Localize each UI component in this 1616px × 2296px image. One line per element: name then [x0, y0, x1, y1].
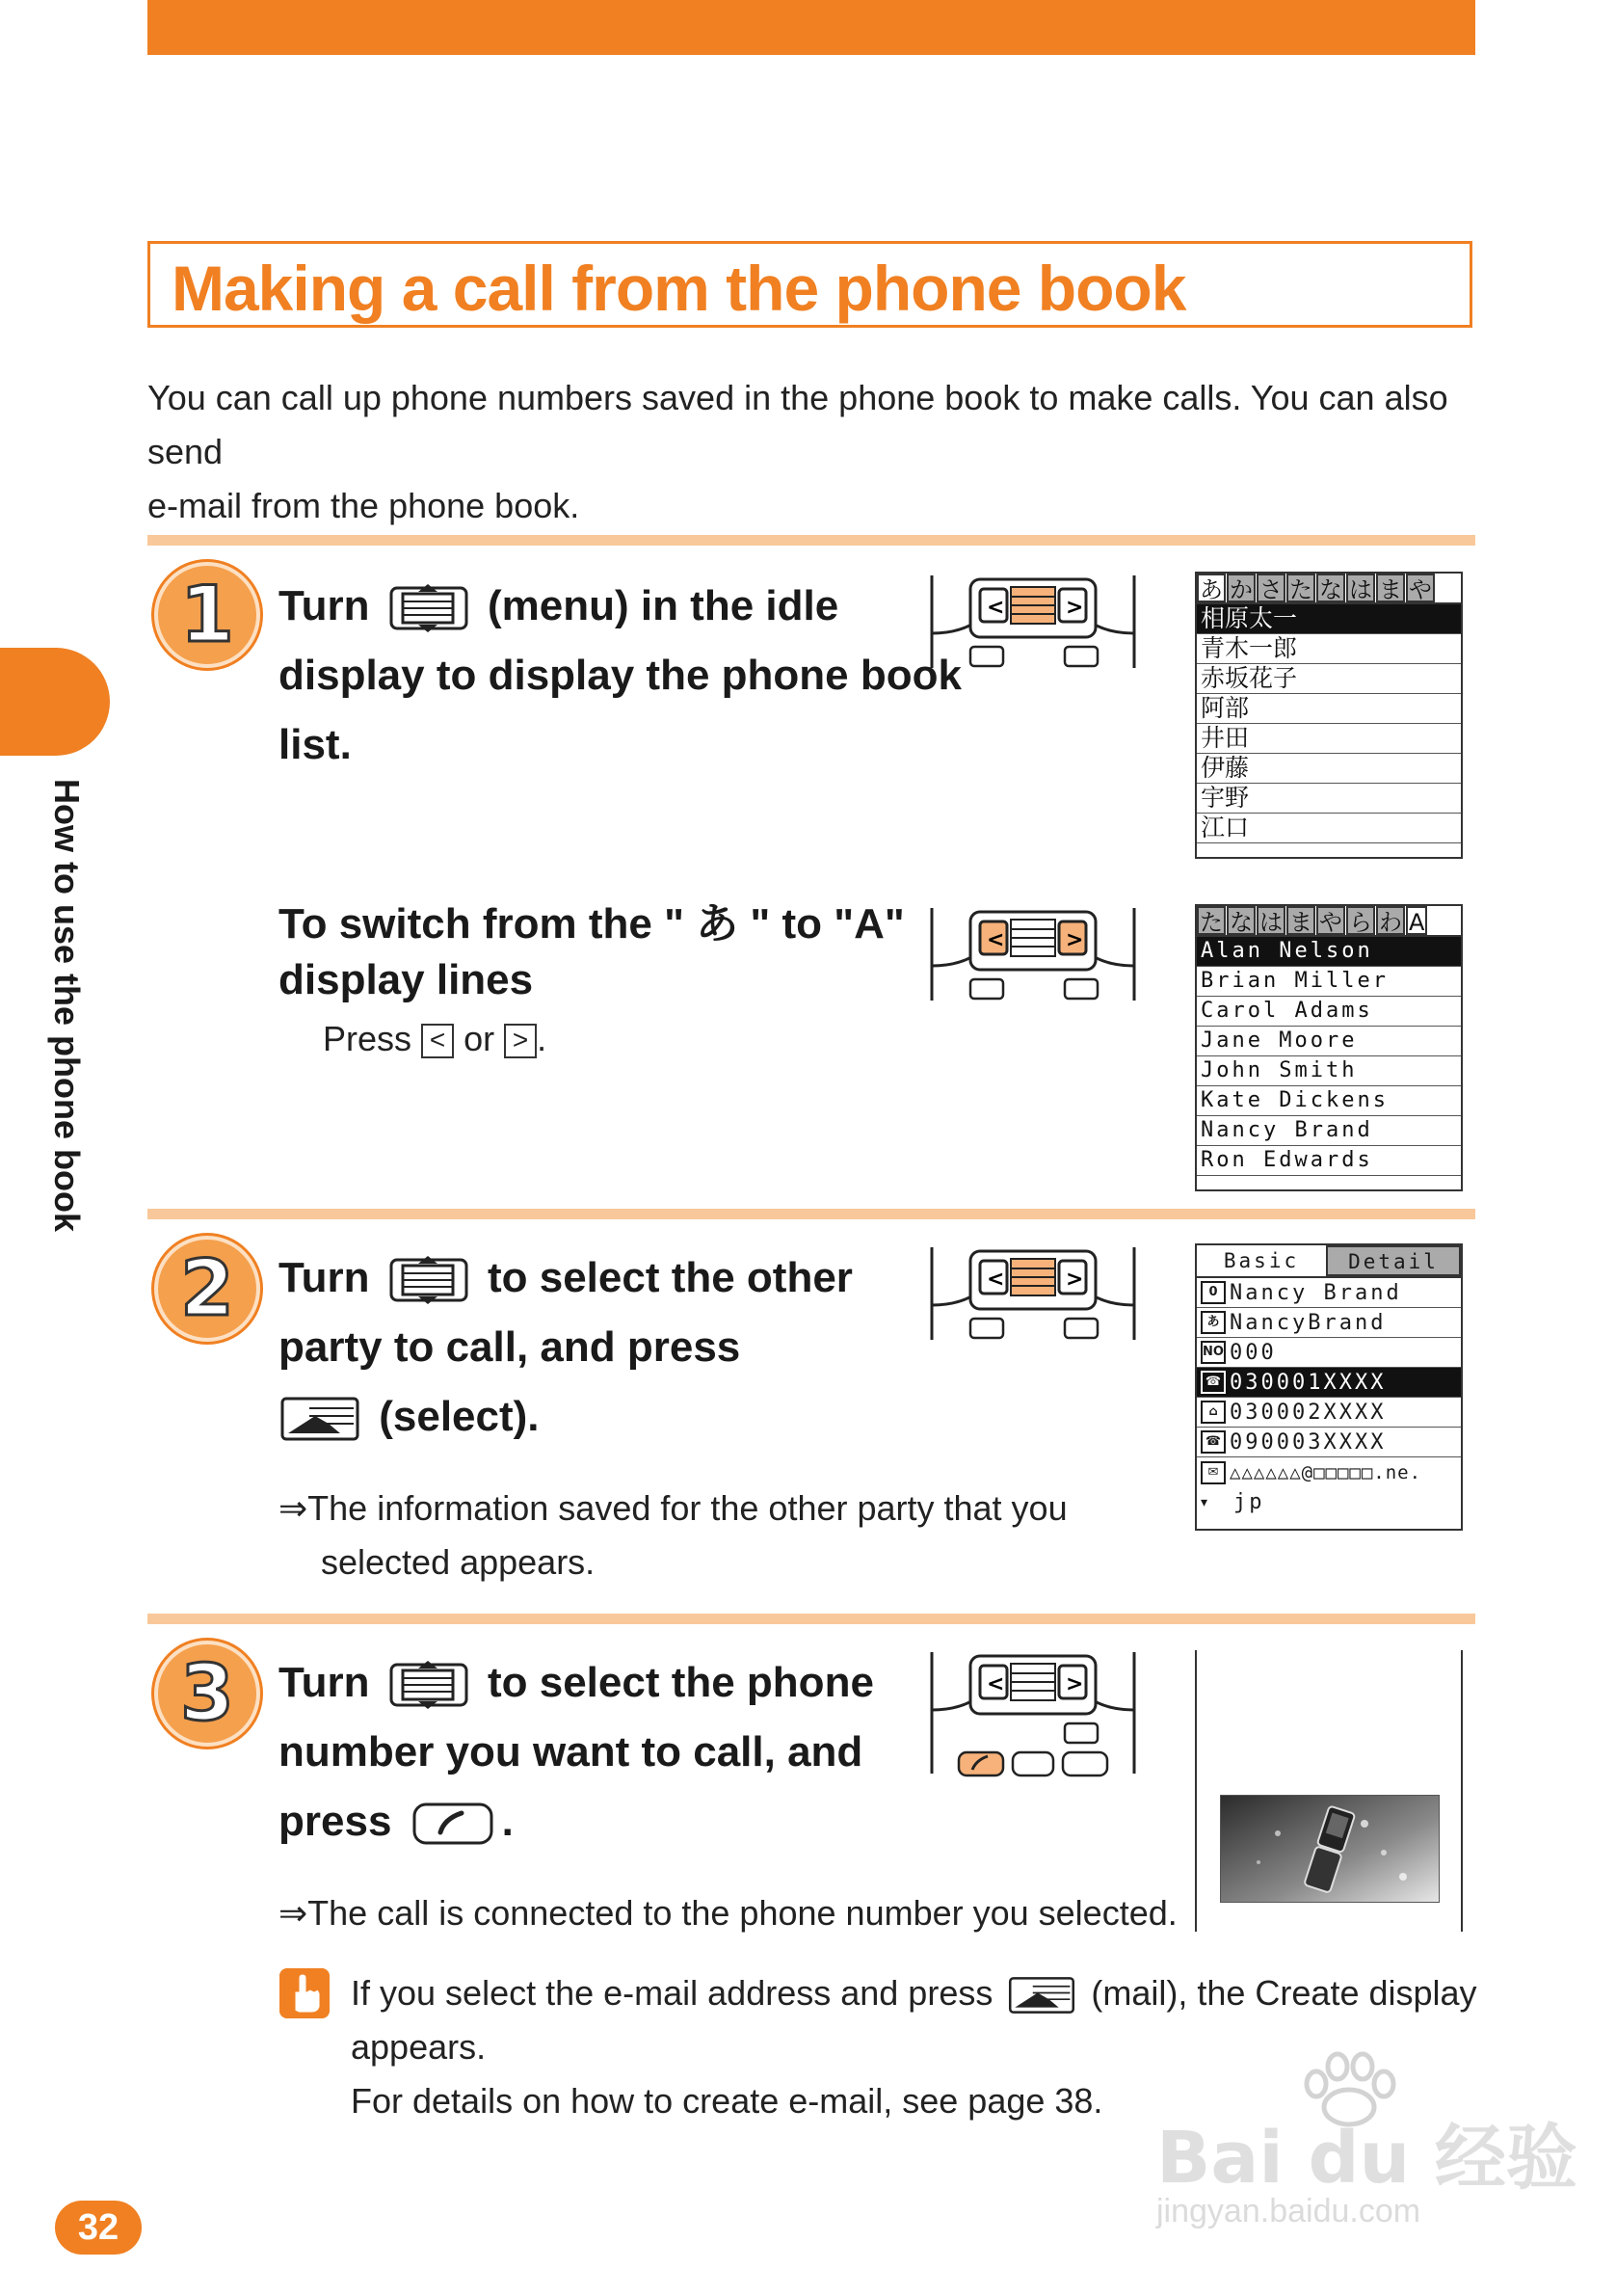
page-number: 32	[55, 2201, 142, 2255]
calling-screen	[1195, 1650, 1463, 1932]
list-item[interactable]: Brian Miller	[1197, 967, 1461, 997]
watermark-brand: Bai du 经验	[1156, 2117, 1577, 2200]
mail-icon: ✉	[1201, 1461, 1226, 1484]
select-key-icon	[280, 1395, 359, 1443]
list-item[interactable]: John Smith	[1197, 1056, 1461, 1086]
list-item[interactable]: Kate Dickens	[1197, 1086, 1461, 1116]
step1-head-line2: display to display the phone book	[278, 652, 962, 699]
jog-dial-icon	[389, 1659, 468, 1711]
index-tab[interactable]: か	[1227, 574, 1256, 602]
step-divider-3	[147, 1614, 1475, 1624]
mail-key-icon	[1008, 1975, 1075, 2016]
step-number-badge: 2	[154, 1236, 260, 1342]
period-text: .	[537, 1019, 547, 1058]
index-tab[interactable]: な	[1316, 574, 1345, 602]
index-tab[interactable]: な	[1227, 906, 1256, 935]
list-item-selected[interactable]: Alan Nelson	[1197, 937, 1461, 967]
side-tab-marker	[0, 648, 110, 756]
detail-row-text: 030001XXXX	[1230, 1370, 1387, 1395]
svg-text:>: >	[1066, 596, 1084, 620]
step3-period: .	[501, 1798, 514, 1845]
reading-icon: あ	[1201, 1311, 1226, 1334]
step2-turn-text: Turn	[278, 1254, 370, 1301]
detail-tabs	[1197, 1245, 1461, 1278]
detail-row-text: △△△△△△@□□□□□.ne.	[1230, 1461, 1422, 1483]
detail-row-text: NancyBrand	[1230, 1310, 1387, 1335]
detail-row[interactable]	[1197, 1278, 1461, 1308]
index-tab[interactable]: や	[1316, 906, 1345, 935]
index-tab[interactable]: た	[1197, 906, 1226, 935]
svg-text:<: <	[987, 596, 1005, 620]
hint-line2: appears.	[351, 2027, 487, 2067]
step3-result-line1: The call is connected to the phone number you selected.	[307, 1893, 1178, 1933]
list-item[interactable]: 阿部	[1197, 694, 1461, 724]
list-item[interactable]: Jane Moore	[1197, 1027, 1461, 1056]
step-divider-2	[147, 1209, 1475, 1219]
phone-keypad-illustration	[928, 1648, 1138, 1793]
home-phone-icon: ⌂	[1201, 1401, 1226, 1424]
top-accent-bar	[147, 0, 1475, 55]
svg-text:>: >	[1066, 928, 1084, 952]
step2-heading	[278, 1243, 853, 1452]
list-item[interactable]: 伊藤	[1197, 754, 1461, 784]
memory-number-icon: NO	[1201, 1341, 1226, 1364]
detail-row[interactable]	[1197, 1398, 1461, 1428]
step3-head-line3: press	[278, 1798, 392, 1845]
list-item[interactable]: Carol Adams	[1197, 997, 1461, 1027]
section-title-box	[147, 241, 1472, 328]
step1-turn-text: Turn	[278, 582, 370, 629]
list-item-selected[interactable]: 相原太一	[1197, 604, 1461, 634]
detail-row-text: 000	[1230, 1340, 1277, 1365]
index-tab[interactable]: や	[1406, 574, 1435, 602]
step3-turn-text: Turn	[278, 1659, 370, 1706]
step-number-badge: 3	[154, 1641, 260, 1747]
tab-detail[interactable]: Detail	[1326, 1245, 1461, 1276]
index-tab[interactable]: わ	[1376, 906, 1405, 935]
step3-head-line2: number you want to call, and	[278, 1728, 863, 1775]
detail-row[interactable]	[1197, 1308, 1461, 1338]
phone-icon: ☎	[1201, 1371, 1226, 1394]
hint-line1-a: If you select the e-mail address and press	[351, 1973, 993, 2013]
right-key-icon: >	[504, 1024, 537, 1058]
index-tab[interactable]: は	[1257, 906, 1285, 935]
intro-paragraph	[147, 371, 1477, 533]
hand-pointer-icon	[279, 1968, 330, 2018]
press-text: Press	[323, 1019, 412, 1058]
phone-keypad-illustration	[928, 1243, 1138, 1388]
call-key-icon	[411, 1802, 494, 1846]
left-key-icon: <	[421, 1024, 454, 1058]
switch-heading-line1: To switch from the " あ " to "A"	[278, 900, 905, 948]
step2-result-line2: selected appears.	[321, 1542, 596, 1582]
list-item[interactable]: 宇野	[1197, 784, 1461, 814]
name-icon: 0	[1201, 1281, 1226, 1304]
step1-switch-instructions	[278, 896, 905, 1066]
result-arrow-icon: ⇒	[278, 1488, 308, 1528]
list-item[interactable]: 赤坂花子	[1197, 664, 1461, 694]
step3-result	[278, 1886, 1178, 1940]
result-arrow-icon: ⇒	[278, 1893, 308, 1933]
switch-press-line	[323, 1012, 905, 1066]
list-item[interactable]: Ron Edwards	[1197, 1146, 1461, 1176]
index-tab[interactable]: は	[1346, 574, 1375, 602]
tab-basic[interactable]: Basic	[1223, 1249, 1300, 1272]
step2-head-line2: party to call, and press	[278, 1323, 741, 1371]
intro-line-2: e-mail from the phone book.	[147, 486, 580, 525]
step-divider-1	[147, 535, 1475, 546]
step1-head-line1: (menu) in the idle	[487, 582, 839, 629]
index-tab[interactable]: ま	[1376, 574, 1405, 602]
phonebook-list-screen-alpha	[1195, 904, 1463, 1191]
list-item[interactable]: 江口	[1197, 814, 1461, 843]
detail-row-text: jp	[1233, 1490, 1265, 1514]
index-tab[interactable]: た	[1286, 574, 1315, 602]
index-tab[interactable]: A	[1406, 906, 1427, 935]
index-tabs	[1197, 574, 1461, 604]
svg-text:<: <	[987, 1672, 1005, 1696]
jog-dial-icon	[389, 582, 468, 634]
or-text: or	[464, 1019, 495, 1058]
detail-row	[1197, 1487, 1461, 1517]
detail-row[interactable]	[1197, 1457, 1461, 1487]
detail-row-text: Nancy Brand	[1230, 1280, 1402, 1305]
intro-line-1: You can call up phone numbers saved in the phone book to make calls. You can also send	[147, 378, 1448, 471]
index-tabs	[1197, 906, 1461, 937]
detail-row-text: 090003XXXX	[1230, 1429, 1387, 1455]
step3-head-line1: to select the phone	[487, 1659, 874, 1706]
detail-row-selected[interactable]	[1197, 1368, 1461, 1398]
list-item[interactable]: 井田	[1197, 724, 1461, 754]
list-item[interactable]: 青木一郎	[1197, 634, 1461, 664]
watermark-url: jingyan.baidu.com	[1156, 2193, 1421, 2229]
step2-head-line3: (select).	[379, 1393, 540, 1440]
contact-detail-screen	[1195, 1243, 1463, 1531]
step2-result	[278, 1482, 1068, 1589]
list-item[interactable]: Nancy Brand	[1197, 1116, 1461, 1146]
hint-line1-b: (mail), the Create display	[1091, 1973, 1477, 2013]
phone-keypad-illustration	[928, 904, 1138, 1049]
index-tab[interactable]: さ	[1257, 574, 1285, 602]
jog-dial-icon	[389, 1254, 468, 1306]
phone-keypad-illustration	[928, 572, 1138, 716]
detail-row-text: 030002XXXX	[1230, 1400, 1387, 1425]
detail-row[interactable]	[1197, 1428, 1461, 1457]
step2-result-line1: The information saved for the other party that you	[307, 1488, 1068, 1528]
index-tab[interactable]: ま	[1286, 906, 1315, 935]
step1-heading	[278, 572, 962, 780]
svg-text:<: <	[987, 1268, 1005, 1292]
step2-head-line1: to select the other	[487, 1254, 853, 1301]
side-tab-label: How to use the phone book	[47, 779, 87, 1232]
switch-heading-line2: display lines	[278, 956, 534, 1003]
scroll-down-icon: ▾	[1201, 1494, 1208, 1510]
svg-text:>: >	[1066, 1672, 1084, 1696]
calling-animation-image	[1220, 1795, 1440, 1903]
svg-text:<: <	[987, 928, 1005, 952]
detail-row[interactable]	[1197, 1338, 1461, 1368]
index-tab[interactable]: あ	[1197, 574, 1226, 602]
index-tab[interactable]: ら	[1346, 906, 1375, 935]
step-number-badge: 1	[154, 562, 260, 668]
svg-text:>: >	[1066, 1268, 1084, 1292]
phonebook-list-screen-kana	[1195, 572, 1463, 859]
page-title: Making a call from the phone book	[172, 253, 1186, 324]
step1-head-line3: list.	[278, 721, 352, 768]
hint-line3: For details on how to create e-mail, see page 38.	[351, 2081, 1103, 2121]
step3-heading	[278, 1648, 874, 1856]
mobile-phone-icon: ☎	[1201, 1430, 1226, 1454]
